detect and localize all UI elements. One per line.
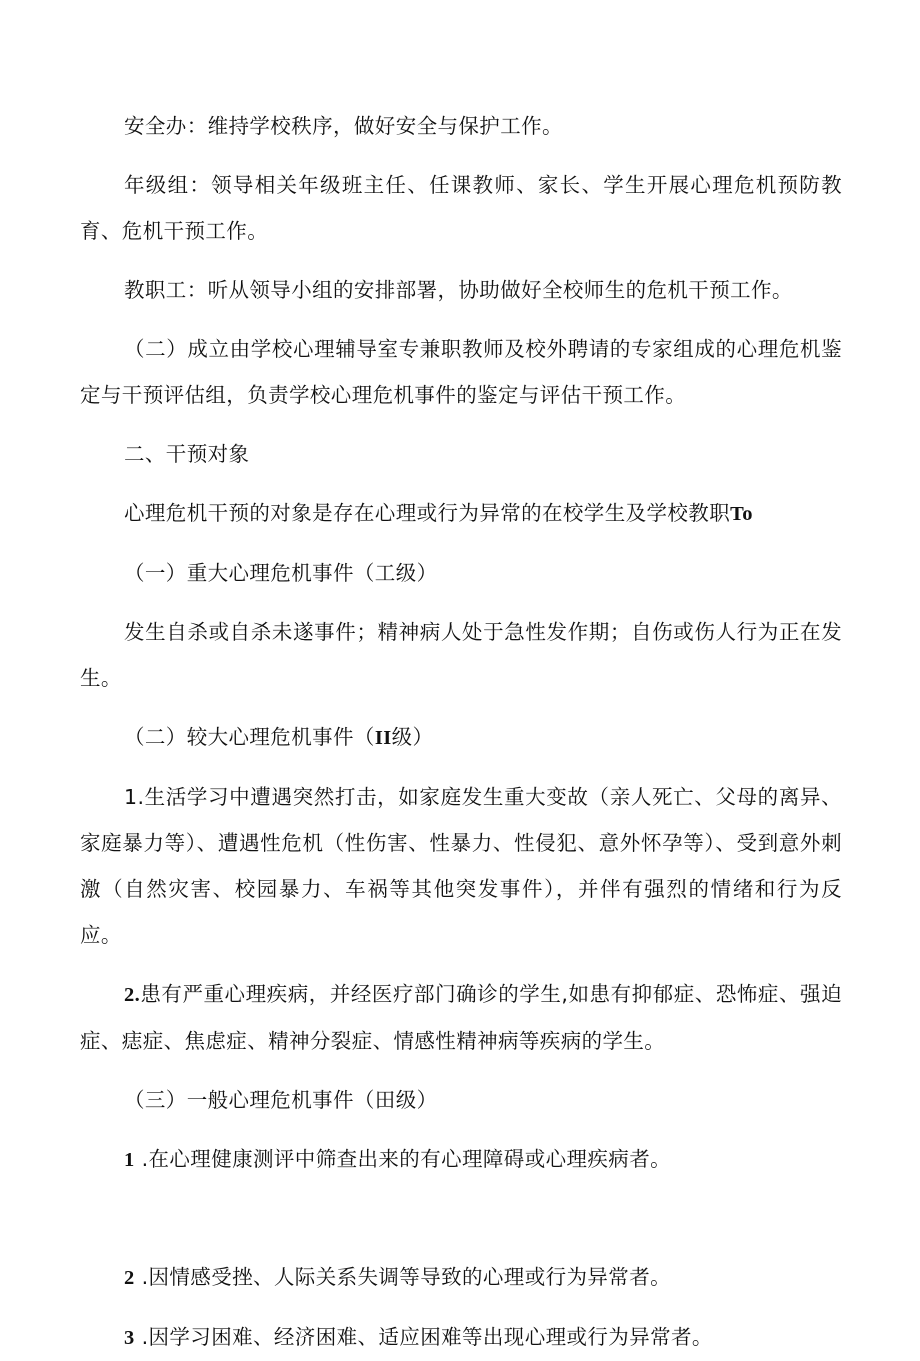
list-item-1 <box>80 1136 842 1183</box>
paragraph-security-office <box>80 103 842 149</box>
subheading-large-crisis <box>80 714 842 761</box>
paragraph-text: 患有严重心理疾病，并经医疗部门确诊的学生,如患有抑郁症、恐怖症、强迫症、痣症、焦虑症、精神分裂症、情感性精神病等疾病的学生。 <box>80 982 842 1053</box>
subheading-general-crisis <box>80 1077 842 1123</box>
paragraph-major-crisis-desc <box>80 609 842 701</box>
paragraph-item-sudden-blow <box>80 774 842 958</box>
paragraph-text: 年级组：领导相关年级班主任、任课教师、家长、学生开展心理危机预防教育、危机干预工作。 <box>80 173 842 243</box>
suffix-to: To <box>730 503 753 525</box>
list-item-text: .因情感受挫、人际关系失调等导致的心理或行为异常者。 <box>141 1265 671 1289</box>
section-heading-intervention-targets <box>80 431 842 477</box>
level-mark: II <box>374 727 392 749</box>
item-number: 2 <box>124 1267 135 1289</box>
paragraph-text: 教职工：听从领导小组的安排部署，协助做好全校师生的危机干预工作。 <box>124 278 793 302</box>
subheading-major-crisis <box>80 550 842 596</box>
item-number: 1 <box>124 1149 135 1171</box>
subheading-text: （二）较大心理危机事件（ <box>124 725 375 749</box>
heading-text: 二、干预对象 <box>124 442 250 466</box>
paragraph-grade-group <box>80 162 842 254</box>
subheading-text: （一）重大心理危机事件（工级） <box>124 561 438 585</box>
paragraph-text: （二）成立由学校心理辅导室专兼职教师及校外聘请的专家组成的心理危机鉴定与干预评估组，负责学校心理危机事件的鉴定与评估干预工作。 <box>80 337 842 407</box>
list-item-text: .因学习困难、经济困难、适应困难等出现心理或行为异常者。 <box>141 1325 713 1349</box>
paragraph-text: 1.生活学习中遭遇突然打击，如家庭发生重大变故（亲人死亡、父母的离异、家庭暴力等）、遭遇性危机（性伤害、性暴力、性侵犯、意外怀孕等）、受到意外刺激（自然灾害、校园暴力、车祸等其他突发事件），并伴有强烈的情绪和行为反应。 <box>80 785 842 947</box>
paragraph-text: 安全办：维持学校秩序，做好安全与保护工作。 <box>124 114 563 138</box>
list-item-3 <box>80 1314 842 1361</box>
item-number: 2. <box>124 984 141 1006</box>
item-number: 3 <box>124 1327 135 1349</box>
paragraph-text: 发生自杀或自杀未遂事件；精神病人处于急性发作期；自伤或伤人行为正在发生。 <box>80 620 842 690</box>
paragraph-text: 心理危机干预的对象是存在心理或行为异常的在校学生及学校教职 <box>124 501 731 525</box>
list-item-2 <box>80 1254 842 1301</box>
paragraph-assessment-group <box>80 326 842 418</box>
subheading-tail: 级） <box>391 725 434 749</box>
paragraph-item-severe-illness <box>80 971 842 1064</box>
list-item-text: .在心理健康测评中筛查出来的有心理障碍或心理疾病者。 <box>141 1147 671 1171</box>
paragraph-staff <box>80 267 842 313</box>
subheading-text: （三）一般心理危机事件（田级） <box>124 1088 438 1112</box>
paragraph-target-definition <box>80 490 842 537</box>
blank-gap <box>80 1196 842 1254</box>
